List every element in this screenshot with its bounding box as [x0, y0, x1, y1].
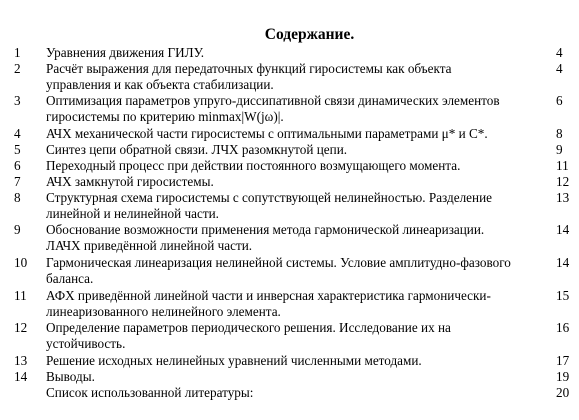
entry-page: 19: [556, 369, 570, 384]
entry-text: [46, 255, 546, 286]
entry-line: Гармоническая линеаризация нелинейной системы. Условие амплитудно-фазового: [46, 255, 511, 270]
entry-line: Определение параметров периодического решения. Исследование их на: [46, 320, 451, 335]
entry-number: 5: [14, 142, 21, 157]
entry-number: 7: [14, 174, 21, 189]
entry-page: 4: [556, 45, 563, 60]
entry-page: 12: [556, 174, 570, 189]
entry-line: линейной и нелинейной части.: [46, 205, 219, 221]
entry-line: АЧХ замкнутой гиросистемы.: [46, 174, 214, 189]
entry-line: Расчёт выражения для передаточных функций гиросистемы как объекта: [46, 61, 452, 76]
entry-line: Обоснование возможности применения метода гармонической линеаризации.: [46, 222, 485, 237]
entry-text: [46, 190, 546, 221]
entry-number: 1: [14, 45, 21, 60]
entry-number: 10: [14, 255, 28, 270]
entry-line: ЛАЧХ приведённой линейной части.: [46, 237, 253, 253]
entry-line: АЧХ механической части гиросистемы с оптимальными параметрами μ* и C*.: [46, 126, 488, 141]
entry-text: [46, 385, 546, 401]
entry-text: [46, 369, 546, 385]
entry-page: 20: [556, 385, 570, 400]
entry-number: 13: [14, 353, 28, 368]
entry-page: 14: [556, 222, 570, 237]
entry-page: 15: [556, 288, 570, 303]
entry-line: АФХ приведённой линейной части и инверсная характеристика гармонически-: [46, 288, 491, 303]
entry-text: [46, 93, 546, 124]
entry-line: линеаризованного нелинейного элемента.: [46, 303, 281, 319]
entry-text: [46, 126, 546, 142]
entry-text: [46, 158, 546, 174]
entry-number: 6: [14, 158, 21, 173]
entry-line: Решение исходных нелинейных уравнений численными методами.: [46, 353, 422, 368]
entry-line: Выводы.: [46, 369, 95, 384]
entry-line: управления и как объекта стабилизации.: [46, 76, 274, 92]
entry-page: 6: [556, 93, 563, 108]
entry-text: [46, 222, 546, 253]
entry-page: 9: [556, 142, 563, 157]
entry-text: [46, 288, 546, 319]
page-title: Содержание.: [264, 26, 355, 43]
entry-page: 17: [556, 353, 570, 368]
entry-text: [46, 174, 546, 190]
entry-line: гиросистемы по критерию minmax|W(jω)|.: [46, 108, 284, 124]
entry-line: Список использованной литературы:: [46, 385, 254, 400]
entry-page: 16: [556, 320, 570, 335]
entry-text: [46, 142, 546, 158]
entry-line: Структурная схема гиросистемы с сопутствующей нелинейностью. Разделение: [46, 190, 492, 205]
entry-line: Оптимизация параметров упруго-диссипативной связи динамических элементов: [46, 93, 500, 108]
entry-line: Переходный процесс при действии постоянного возмущающего момента.: [46, 158, 461, 173]
entry-page: 4: [556, 61, 563, 76]
entry-number: 11: [14, 288, 27, 303]
entry-line: устойчивость.: [46, 335, 126, 351]
entry-number: 14: [14, 369, 28, 384]
entry-line: Уравнения движения ГИЛУ.: [46, 45, 205, 60]
entry-page: 14: [556, 255, 570, 270]
entry-number: 9: [14, 222, 21, 237]
entry-text: [46, 45, 546, 61]
entry-number: 8: [14, 190, 21, 205]
entry-page: 8: [556, 126, 563, 141]
entry-line: Синтез цепи обратной связи. ЛЧХ разомкнутой цепи.: [46, 142, 348, 157]
entry-text: [46, 320, 546, 351]
entry-number: 12: [14, 320, 28, 335]
entry-text: [46, 61, 546, 92]
entry-page: 13: [556, 190, 570, 205]
entry-line: баланса.: [46, 270, 94, 286]
entry-number: 3: [14, 93, 21, 108]
entry-number: 2: [14, 61, 21, 76]
entry-page: 11: [556, 158, 569, 173]
entry-text: [46, 353, 546, 369]
entry-number: 4: [14, 126, 21, 141]
